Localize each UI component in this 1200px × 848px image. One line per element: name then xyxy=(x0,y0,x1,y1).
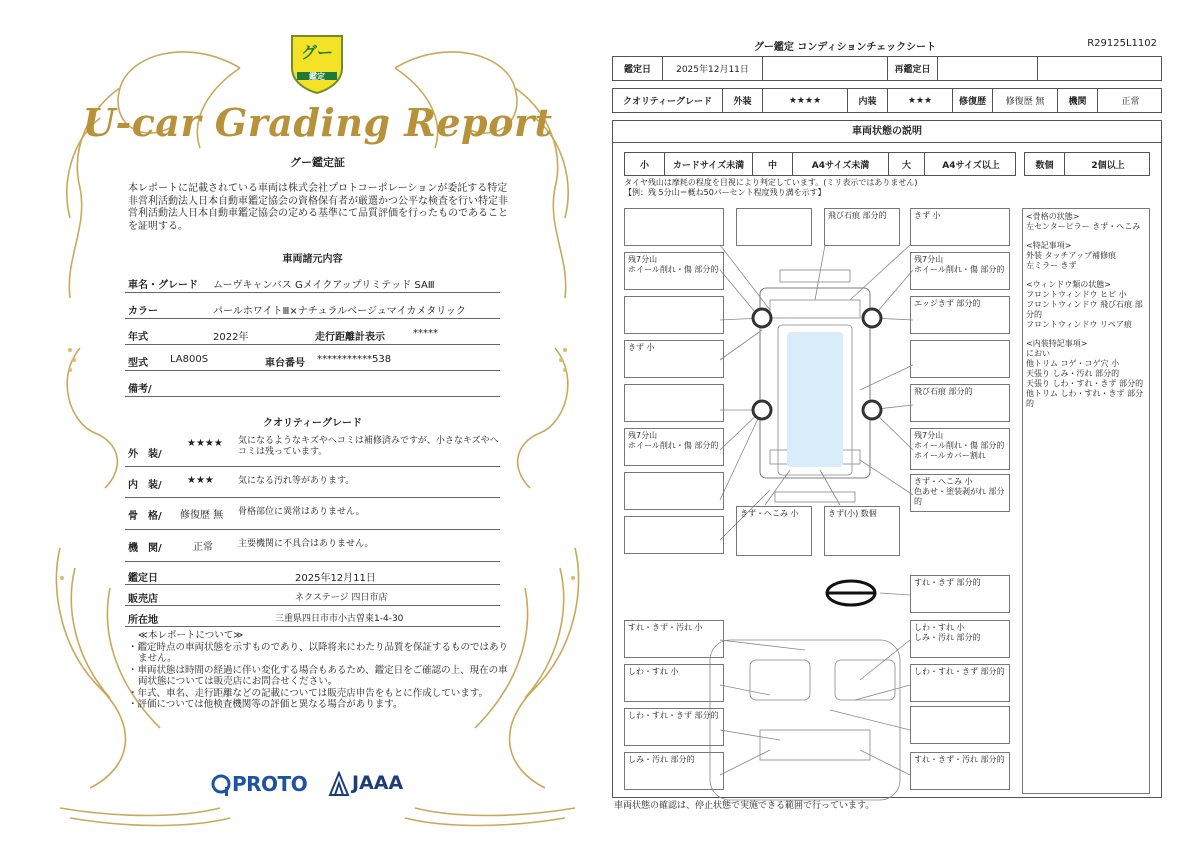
spec-row-year xyxy=(125,323,500,345)
side-note: におい xyxy=(1026,349,1050,358)
size-large-desc: A4サイズ以上 xyxy=(942,160,1000,171)
quality-row-engine xyxy=(125,531,500,562)
special-notes-box xyxy=(1022,208,1150,794)
status-box: しわ・すれ 小 しみ・汚れ 部分的 xyxy=(910,620,1010,658)
status-box: 残7分山 ホイール削れ・傷 部分的 xyxy=(624,252,724,290)
engine-value: 正常 xyxy=(193,542,213,553)
spec-row-name xyxy=(125,271,500,293)
dealer-value: ネクステージ 四日市店 xyxy=(295,593,388,603)
engine-label: 機 関/ xyxy=(128,543,162,554)
sheet-id: R29125L1102 xyxy=(1087,38,1157,49)
status-box: きず(小) 数個 xyxy=(824,506,900,556)
interior-label: 内 装/ xyxy=(128,480,162,491)
status-box: 残7分山 ホイール削れ・傷 部分的 xyxy=(910,252,1010,290)
quality-row-frame xyxy=(125,499,500,530)
side-note: 左ミラー きず xyxy=(1026,261,1077,270)
sheet-interior-stars: ★★★ xyxy=(888,89,953,112)
model-label: 型式 xyxy=(128,358,148,369)
sheet-exterior-label: 外装 xyxy=(723,89,763,112)
side-note: <骨格の状態> xyxy=(1026,212,1080,221)
engine-desc: 主要機関に不具合はありません。 xyxy=(238,539,374,549)
name-label: 車名・グレード xyxy=(128,280,198,291)
jaaa-logo-text: JAAA xyxy=(352,772,404,794)
model-value: LA800S xyxy=(170,354,209,365)
dealer-label: 販売店 xyxy=(128,594,158,605)
report-notes xyxy=(128,630,508,711)
status-box: 残7分山 ホイール削れ・傷 部分的 xyxy=(624,428,724,466)
sheet-footer: 車両状態の確認は、停止状態で実施できる範囲で行っています。 xyxy=(614,801,875,811)
notes-title: ≪本レポートについて≫ xyxy=(138,630,244,641)
status-box: すれ・きず・汚れ 部分的 xyxy=(910,752,1010,790)
status-box: 残7分山 ホイール削れ・傷 部分的 ホイールカバー割れ xyxy=(910,428,1010,470)
remarks-label: 備考/ xyxy=(128,384,152,395)
recheck-empty-cell xyxy=(1038,57,1163,80)
mileage-value: ***** xyxy=(413,328,438,339)
side-note: 左センターピラー きず・へこみ xyxy=(1026,222,1141,231)
date-value: 2025年12月11日 xyxy=(295,573,376,584)
sheet-date-label: 鑑定日 xyxy=(613,57,663,80)
status-box: しわ・すれ・きず 部分的 xyxy=(910,664,1010,702)
status-box: すれ・きず・汚れ 小 xyxy=(624,620,724,658)
side-note-gap xyxy=(1026,330,1146,339)
status-box-empty xyxy=(624,472,724,510)
tire-note-line-2: 【例：残 5分山＝概ね50パーセント程度残り溝を示す】 xyxy=(624,188,826,197)
note-item: ・評価については他検査機関等の評価と異なる場合があります。 xyxy=(128,699,403,710)
year-label: 年式 xyxy=(128,332,148,343)
size-small-label: 小 xyxy=(625,153,665,175)
side-note: フロントウィンドウ ヒビ 小 xyxy=(1026,290,1127,299)
frame-desc: 骨格部位に異常はありません。 xyxy=(238,507,365,517)
status-box-empty xyxy=(736,208,812,246)
side-note: 他トリム コゲ・コゲ穴 小 xyxy=(1026,359,1120,368)
side-note: 天張り しみ・汚れ 部分的 xyxy=(1026,369,1120,378)
goo-badge-logo xyxy=(288,32,346,94)
sheet-title: グー鑑定 コンディションチェックシート xyxy=(753,42,937,53)
status-box-empty xyxy=(624,296,724,334)
status-box: しみ・汚れ 部分的 xyxy=(624,752,724,790)
side-note: 外装 タッチアップ補修痕 xyxy=(1026,251,1116,260)
date-empty-cell xyxy=(763,57,888,80)
size-legend-table xyxy=(624,152,1016,176)
note-item: ・年式、車名、走行距離などの記載については販売店申告をもとに作成しています。 xyxy=(128,687,489,699)
color-label: カラー xyxy=(128,306,158,317)
date-label: 鑑定日 xyxy=(128,573,158,584)
count-label: 数個 xyxy=(1025,153,1065,175)
note-item: ・車両状態は時間の経過に伴い変化する場合もあるため、鑑定日をご確認の上、現在の車両状態については販売店にお問合せください。 xyxy=(128,664,508,687)
year-value: 2022年 xyxy=(213,332,249,343)
size-mid-desc: A4サイズ未満 xyxy=(793,153,889,175)
side-note: <内装特記事項> xyxy=(1026,339,1088,348)
status-box: 飛び石痕 部分的 xyxy=(824,208,900,246)
status-box-empty xyxy=(624,384,724,422)
status-box: きず 小 xyxy=(624,340,724,378)
status-box: しわ・すれ 小 xyxy=(624,664,724,702)
color-value: パールホワイトⅢ×ナチュラルベージュマイカメタリック xyxy=(213,306,466,317)
count-legend-table xyxy=(1024,152,1150,176)
size-small-desc: カードサイズ未満 xyxy=(665,153,753,175)
exterior-label: 外 装/ xyxy=(128,449,162,460)
chassis-value: ***********538 xyxy=(317,354,392,365)
status-box-empty xyxy=(624,516,724,554)
side-note-gap xyxy=(1026,232,1146,241)
exterior-desc: 気になるようなキズやヘコミは補修済みですが、小さなキズやヘコミは残っています。 xyxy=(238,436,499,457)
side-note: フロントウィンドウ リペア痕 xyxy=(1026,320,1132,329)
frame-value: 修復歴 無 xyxy=(180,510,224,521)
quality-table xyxy=(612,88,1162,113)
sheet-exterior-stars: ★★★★ xyxy=(763,89,848,112)
badge-bottom-text: 鑑定 xyxy=(309,72,325,81)
recheck-label: 再鑑定日 xyxy=(888,57,938,80)
status-box: きず・へこみ 小 xyxy=(736,506,812,556)
side-note: <特記事項> xyxy=(1026,241,1072,250)
side-note: 天張り しわ・すれ・きず 部分的 xyxy=(1026,379,1144,388)
side-note: <ウィンドウ類の状態> xyxy=(1026,280,1111,289)
spec-row-model xyxy=(125,349,500,371)
sheet-date-value: 2025年12月11日 xyxy=(663,57,763,80)
status-box: きず・へこみ 小 色あせ・塗装剥がれ 部分的 xyxy=(910,474,1010,512)
interior-desc: 気になる汚れ等があります。 xyxy=(238,476,355,486)
quality-section-title: クオリティーグレード xyxy=(263,418,362,429)
footer-logos xyxy=(210,770,440,800)
exterior-stars: ★★★★ xyxy=(187,438,223,449)
grading-certificate xyxy=(40,28,595,828)
status-box-empty xyxy=(910,706,1010,744)
quality-row-interior xyxy=(125,468,500,498)
size-large-label: 大 xyxy=(889,153,925,175)
spec-row-color xyxy=(125,297,500,319)
proto-logo-mark xyxy=(210,773,232,797)
interior-stars: ★★★ xyxy=(187,475,214,486)
note-item: ・鑑定時点の車両状態を示すものであり、以降将来にわたり品質を保証するものではありません。 xyxy=(128,641,509,664)
tire-note-line-1: タイヤ残山は摩耗の程度を目視により判定しています。(ミリ表示ではありません) xyxy=(624,178,918,187)
count-value: 2個以上 xyxy=(1091,160,1125,171)
status-box-empty xyxy=(910,340,1010,378)
script-title: U-car Grading Report xyxy=(82,100,553,145)
address-value: 三重県四日市市小古曽東1-4-30 xyxy=(275,614,404,624)
status-box-empty xyxy=(624,208,724,246)
proto-logo-text: PROTO xyxy=(232,772,308,796)
side-note-gap xyxy=(1026,271,1146,280)
quality-row-exterior xyxy=(125,433,500,467)
spec-section-title: 車両諸元内容 xyxy=(282,254,343,265)
name-value: ムーヴキャンバス Gメイクアップリミテッド SAⅢ xyxy=(213,280,435,291)
status-box: 飛び石痕 部分的 xyxy=(910,384,1010,422)
side-note: 他トリム しわ・すれ・きず 部分的 xyxy=(1026,389,1144,408)
status-box: しわ・すれ・きず 部分的 xyxy=(624,708,724,746)
status-header: 車両状態の説明 xyxy=(613,121,1161,143)
chassis-label: 車台番号 xyxy=(265,358,305,369)
sheet-repair-value: 修復歴 無 xyxy=(993,89,1058,112)
info-row-dealer xyxy=(125,586,500,606)
status-box: エッジきず 部分的 xyxy=(910,296,1010,334)
size-mid-label: 中 xyxy=(753,153,793,175)
sheet-repair-label: 修復歴 xyxy=(953,89,993,112)
status-box: すれ・きず 部分的 xyxy=(910,575,1010,613)
certificate-title: グー鑑定証 xyxy=(290,156,345,169)
tire-note xyxy=(624,178,917,198)
sheet-interior-label: 内装 xyxy=(848,89,888,112)
jaaa-logo-mark xyxy=(328,771,350,797)
certificate-intro: 本レポートに記載されている車両は株式会社プロトコーポレーションが委託する特定非営利活動法人日本自動車鑑定協会の資格保有者が厳選かつ公平な検査を行い特定非営利活動法人日本自動車鑑定協会の定める基準にて品質評価を行ったものであることを証明する。 xyxy=(128,183,508,232)
address-label: 所在地 xyxy=(128,615,158,626)
sheet-engine-value: 正常 xyxy=(1121,97,1140,107)
condition-check-sheet xyxy=(610,30,1165,820)
recheck-value xyxy=(938,57,1038,80)
badge-top-text: グー xyxy=(300,43,334,62)
sheet-quality-label: クオリティーグレード xyxy=(613,89,723,112)
sheet-engine-label: 機関 xyxy=(1058,89,1098,112)
spec-row-remarks xyxy=(125,375,500,397)
mileage-label: 走行距離計表示 xyxy=(315,332,385,343)
date-table xyxy=(612,56,1162,81)
status-box: きず 小 xyxy=(910,208,1010,246)
info-row-date xyxy=(125,565,500,585)
frame-label: 骨 格/ xyxy=(128,511,162,522)
info-row-address xyxy=(125,607,500,627)
side-note: フロントウィンドウ 飛び石痕 部分的 xyxy=(1026,300,1143,319)
